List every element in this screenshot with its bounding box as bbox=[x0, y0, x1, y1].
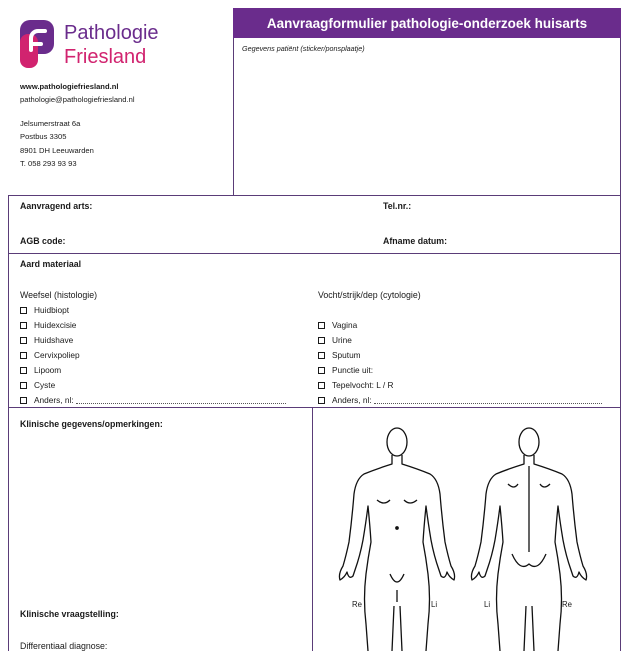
checkbox-label: Anders, nl: bbox=[332, 395, 372, 405]
checkbox-tissue-other[interactable] bbox=[20, 395, 286, 405]
checkbox-box[interactable] bbox=[20, 397, 27, 404]
checkbox-label: Cervixpoliep bbox=[34, 350, 80, 360]
front-left-label: Li bbox=[431, 600, 438, 609]
divider bbox=[8, 195, 9, 651]
checkbox-box[interactable] bbox=[318, 322, 325, 329]
requesting-doctor-label: Aanvragend arts: bbox=[20, 201, 93, 211]
checkbox-huidexcisie[interactable] bbox=[20, 320, 76, 330]
checkbox-label: Huidexcisie bbox=[34, 320, 77, 330]
checkbox-label: Tepelvocht: L / R bbox=[332, 380, 394, 390]
checkbox-cyste[interactable] bbox=[20, 380, 55, 390]
logo bbox=[20, 18, 220, 70]
tissue-other-field[interactable] bbox=[76, 397, 286, 404]
logo-text-pathologie: Pathologie bbox=[64, 22, 159, 44]
body-back-icon[interactable] bbox=[468, 424, 590, 651]
website-link[interactable]: www.pathologiefriesland.nl bbox=[20, 82, 119, 91]
tissue-heading: Weefsel (histologie) bbox=[20, 290, 98, 300]
checkbox-box[interactable] bbox=[20, 382, 27, 389]
checkbox-label: Punctie uit: bbox=[332, 365, 374, 375]
checkbox-sputum[interactable] bbox=[318, 350, 361, 360]
checkbox-box[interactable] bbox=[318, 337, 325, 344]
checkbox-box[interactable] bbox=[318, 382, 325, 389]
address-street: Jelsumerstraat 6a bbox=[20, 119, 81, 128]
checkbox-label: Urine bbox=[332, 335, 352, 345]
divider bbox=[8, 195, 621, 196]
email-link[interactable]: pathologie@pathologiefriesland.nl bbox=[20, 95, 135, 104]
checkbox-box[interactable] bbox=[318, 397, 325, 404]
back-left-label: Li bbox=[484, 600, 491, 609]
clinical-question-label: Klinische vraagstelling: bbox=[20, 609, 119, 619]
checkbox-label: Sputum bbox=[332, 350, 361, 360]
checkbox-label: Vagina bbox=[332, 320, 358, 330]
differential-diagnosis-label: Differentiaal diagnose: bbox=[20, 641, 108, 651]
checkbox-box[interactable] bbox=[20, 307, 27, 314]
logo-text-friesland: Friesland bbox=[64, 46, 147, 68]
checkbox-box[interactable] bbox=[318, 352, 325, 359]
checkbox-cervixpoliep[interactable] bbox=[20, 350, 80, 360]
checkbox-label: Lipoom bbox=[34, 365, 62, 375]
address-city: 8901 DH Leeuwarden bbox=[20, 146, 94, 155]
checkbox-label: Huidbiopt bbox=[34, 305, 70, 315]
patient-sticker-label: Gegevens patiënt (sticker/ponsplaatje) bbox=[242, 44, 365, 53]
cytology-heading: Vocht/strijk/dep (cytologie) bbox=[318, 290, 421, 300]
divider bbox=[312, 407, 313, 651]
checkbox-label: Huidshave bbox=[34, 335, 74, 345]
checkbox-urine[interactable] bbox=[318, 335, 352, 345]
sample-date-label: Afname datum: bbox=[383, 236, 448, 246]
tel-label: Tel.nr.: bbox=[383, 201, 412, 211]
checkbox-box[interactable] bbox=[20, 352, 27, 359]
checkbox-huidshave[interactable] bbox=[20, 335, 73, 345]
checkbox-box[interactable] bbox=[20, 322, 27, 329]
checkbox-box[interactable] bbox=[20, 367, 27, 374]
material-type-title: Aard materiaal bbox=[20, 259, 82, 269]
agb-code-label: AGB code: bbox=[20, 236, 66, 246]
checkbox-vagina[interactable] bbox=[318, 320, 357, 330]
cytology-other-field[interactable] bbox=[374, 397, 602, 404]
divider bbox=[620, 8, 621, 651]
divider bbox=[8, 407, 621, 408]
body-front-icon[interactable] bbox=[336, 424, 458, 651]
checkbox-label: Anders, nl: bbox=[34, 395, 74, 405]
checkbox-box[interactable] bbox=[318, 367, 325, 374]
logo-icon bbox=[20, 20, 54, 68]
phone-number: T. 058 293 93 93 bbox=[20, 159, 77, 168]
checkbox-huidbiopt[interactable] bbox=[20, 305, 69, 315]
front-right-label: Re bbox=[352, 600, 362, 609]
checkbox-box[interactable] bbox=[20, 337, 27, 344]
clinical-data-label: Klinische gegevens/opmerkingen: bbox=[20, 419, 163, 429]
checkbox-cytology-other[interactable] bbox=[318, 395, 602, 405]
divider bbox=[8, 253, 621, 254]
back-right-label: Re bbox=[562, 600, 572, 609]
checkbox-lipoom[interactable] bbox=[20, 365, 61, 375]
address-postbus: Postbus 3305 bbox=[20, 132, 67, 141]
form-title: Aanvraagformulier pathologie-onderzoek huisarts bbox=[233, 8, 621, 38]
checkbox-nipple-fluid[interactable] bbox=[318, 380, 394, 390]
checkbox-puncture[interactable] bbox=[318, 365, 373, 375]
checkbox-label: Cyste bbox=[34, 380, 56, 390]
